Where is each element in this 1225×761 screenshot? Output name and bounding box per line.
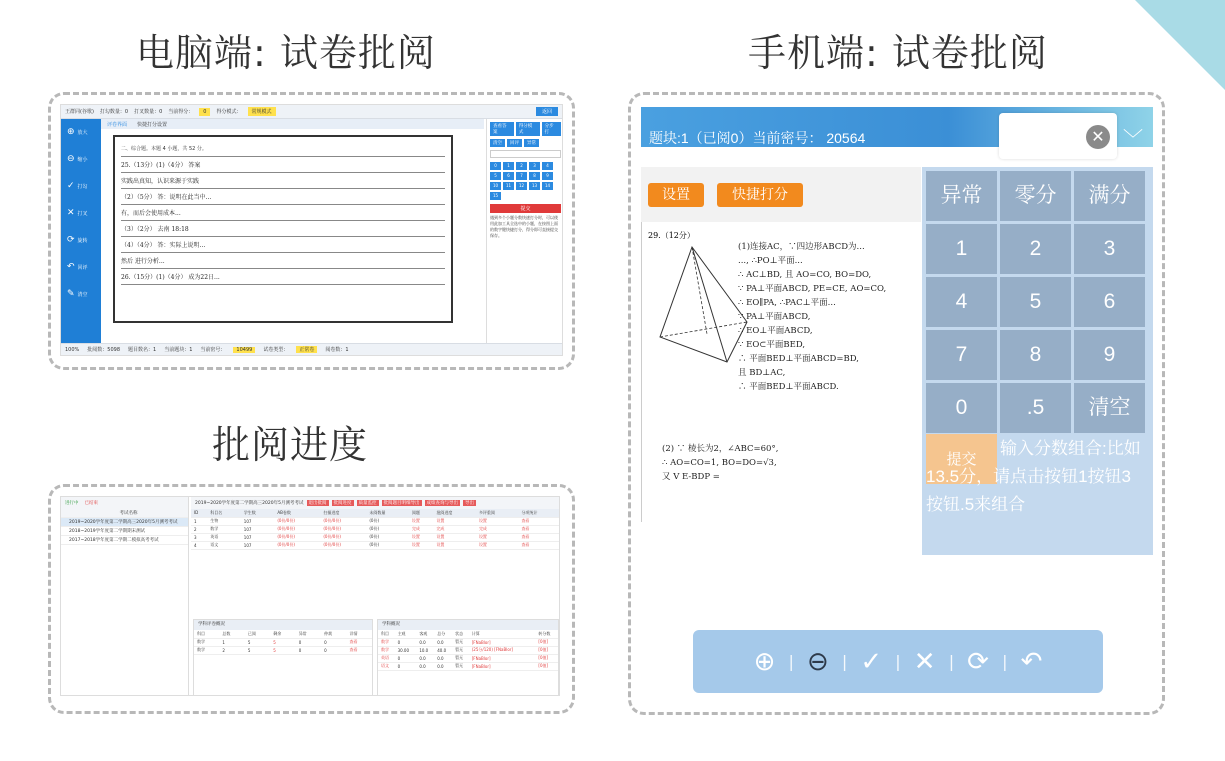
review-tool[interactable] — [61, 254, 101, 281]
exam-item[interactable]: 2017~2018学年度第二学期二模拟高考考试 — [61, 536, 188, 545]
cell: 暂无 — [452, 654, 469, 662]
clear-key[interactable]: 清空 — [1074, 383, 1145, 433]
submit-button[interactable]: 提交 — [490, 204, 561, 213]
handwriting-line: ∴ 平面BED⊥平面ABCD. — [738, 382, 839, 392]
handwriting-area-2 — [662, 442, 778, 484]
tab-quick-score[interactable]: 快捷打分设置 — [137, 121, 168, 128]
exam-list-header: 考试名称 — [61, 509, 188, 518]
cell: 107 — [241, 525, 275, 533]
cell: 0.0 — [416, 638, 434, 646]
handwriting-line: 且 BD⊥AC, — [738, 368, 786, 378]
handwriting-line: (1)连接AC，∵四边形ABCD为... — [738, 242, 865, 252]
rotate-tool[interactable] — [61, 227, 101, 254]
check-label: 打勾 — [77, 184, 88, 190]
handwriting-line: ∴ 平面BED⊥平面ABCD=BD, — [738, 354, 859, 364]
score-key[interactable]: 1 — [503, 162, 514, 170]
table-row — [194, 638, 372, 646]
score-key[interactable]: 10 — [490, 182, 501, 190]
column-header: 学生数 — [241, 509, 275, 517]
exit-grading-button[interactable]: 退出批阅 — [308, 501, 327, 506]
table-row — [191, 541, 560, 549]
progress-title: 批阅进度 — [212, 423, 369, 467]
paper-line: 25.（13分）(1)（4分） 答案 — [121, 157, 445, 173]
export-button[interactable]: 导出 — [465, 501, 474, 506]
zoom-out-label: 缩小 — [77, 157, 88, 163]
cell: 暂无 — [452, 646, 469, 654]
mobile-bottom-toolbar: ⊕ | ⊖ | ✓ | ✕ | ⟳ | ↶ — [693, 630, 1103, 693]
cell: 5 — [245, 638, 270, 646]
cross-icon[interactable]: ✕ — [913, 646, 936, 677]
cell: 0.0 — [416, 654, 434, 662]
view-answer-button[interactable]: 查看答案 — [490, 122, 514, 136]
column-header: 状态 — [452, 630, 469, 638]
cell-link[interactable]: [FNaBlor] — [469, 638, 536, 646]
tab-finished[interactable]: 已结束 — [84, 501, 98, 506]
cell: 0 — [395, 662, 417, 670]
exam-item[interactable]: 2019~2020学年度第二学期高三2020年5月测考考试 — [61, 518, 188, 527]
cell: 40.0 — [434, 646, 452, 654]
score-keypad — [922, 167, 1153, 555]
graded-count: 批阅数：5098 — [87, 347, 121, 353]
pen-icon: ✎ — [67, 289, 75, 299]
cell: 数学 — [207, 525, 241, 533]
handwriting-line: ..., ∴PO⊥平面... — [738, 256, 803, 266]
column-header: 客观 — [416, 630, 434, 638]
desktop-screenshot — [60, 104, 563, 356]
tab-grading[interactable]: 评卷界面 — [107, 121, 128, 128]
handwriting-line: 又 V E-BDP = — [662, 472, 720, 482]
zoom-in-icon: ⊕ — [67, 127, 75, 137]
cell: 5 — [245, 646, 270, 654]
cell: 数学 — [378, 638, 395, 646]
cell: 107 — [241, 541, 275, 549]
column-header: AB卷数 — [274, 509, 320, 517]
column-header: 科目 — [378, 630, 395, 638]
handwriting-line: ∵ PA⊥平面ABCD, — [738, 312, 811, 322]
desktop-topbar — [61, 105, 562, 119]
step-score-button[interactable]: 分步打 — [542, 122, 561, 136]
handwriting-line: ∴ EO⊥平面ABCD, — [738, 326, 813, 336]
score-mode-button[interactable]: 得分模式 — [516, 122, 540, 136]
digit-key-4[interactable]: 4 — [926, 277, 997, 327]
cell: 5 — [270, 638, 295, 646]
column-header: 异常 — [296, 630, 321, 638]
cell-link[interactable]: 设置 — [433, 541, 476, 549]
score-key[interactable]: 15 — [490, 192, 501, 200]
cell-link[interactable]: 设置 — [409, 517, 434, 525]
cell-link[interactable]: [0值] — [535, 654, 558, 662]
chevron-down-icon[interactable]: ﹀ — [1123, 127, 1143, 151]
exam-item[interactable]: 2018~2019学年度第二学期期末测试 — [61, 527, 188, 536]
cross-count: 打叉数量：0 — [134, 109, 163, 115]
column-header: 未阅数量 — [366, 509, 409, 517]
clear-button[interactable]: 清空 — [490, 139, 505, 147]
desktop-statusbar — [61, 343, 563, 355]
check-icon: ✓ — [67, 181, 75, 191]
cell: 0.0 — [416, 662, 434, 670]
question-count: 题目数名：1 — [128, 347, 157, 353]
user-name: 王群同(谷歌) — [65, 109, 94, 115]
cell: 107 — [241, 517, 275, 525]
handwriting-line: ∴ AO=CO=1, BO=DO=√3, — [662, 458, 777, 468]
zoom-level: 100% — [65, 346, 80, 353]
score-key[interactable]: 14 — [542, 182, 553, 190]
score-key[interactable]: 13 — [529, 182, 540, 190]
cell: 107 — [241, 533, 275, 541]
column-header: 扫描进度 — [320, 509, 366, 517]
cell: 1 — [219, 638, 244, 646]
block-info: 题块:1（已阅0）当前密号： 20564 — [649, 130, 866, 146]
cell: (0份/0份) — [320, 525, 366, 533]
cell-link[interactable]: 设置 — [476, 533, 519, 541]
paper-line: （4）（4分） 答：实际上说明... — [121, 237, 445, 253]
cell: 暂无 — [452, 638, 469, 646]
cell: (0份/0份) — [274, 541, 320, 549]
cell-link[interactable]: [0值] — [535, 662, 558, 670]
score-key[interactable]: 7 — [516, 172, 527, 180]
cell: 30.00 — [395, 646, 417, 654]
tab-in-progress[interactable]: 进行中 — [65, 501, 79, 506]
cell-link[interactable]: 设置 — [476, 541, 519, 549]
corner-decoration — [1135, 0, 1225, 90]
score-key[interactable]: 6 — [503, 172, 514, 180]
close-icon[interactable]: ✕ — [1086, 125, 1110, 149]
cell: 1 — [191, 517, 207, 525]
score-key[interactable]: 12 — [516, 182, 527, 190]
paper-line: 实践出真知，认识来源于实践 — [121, 173, 445, 189]
cross-label: 打叉 — [77, 211, 88, 217]
cell-link[interactable]: 设置 — [476, 517, 519, 525]
score-key[interactable]: 4 — [542, 162, 553, 170]
cell: 10.0 — [416, 646, 434, 654]
cell: (0份) — [366, 533, 409, 541]
export-detail-button[interactable]: 批阅题目明细导出 — [383, 501, 420, 506]
column-header: 仲裁 — [321, 630, 346, 638]
back-button[interactable]: 返回 — [536, 107, 558, 116]
column-header: 多评重阅 — [476, 509, 519, 517]
score-key[interactable]: 0 — [490, 162, 501, 170]
zero-score-key[interactable]: 零分 — [1000, 171, 1071, 221]
column-header: 分项统计 — [518, 509, 560, 517]
desktop-answer-sheet[interactable] — [113, 135, 453, 323]
cell: 0 — [296, 646, 321, 654]
quality-button[interactable]: 质量监控 — [358, 501, 377, 506]
digit-key-2[interactable]: 2 — [1000, 224, 1071, 274]
cell: 0.0 — [434, 638, 452, 646]
column-header: 总数 — [219, 630, 244, 638]
cross-tool[interactable] — [61, 200, 101, 227]
rotate-icon: ⟳ — [67, 235, 75, 245]
table-row — [378, 654, 558, 662]
column-header: ID — [191, 509, 207, 517]
question-number: 29.（12分） — [648, 231, 695, 240]
subject-overview-title: 学科评卷概况 — [194, 620, 372, 630]
abnormal-button[interactable]: 异常 — [524, 139, 539, 147]
table-row — [378, 646, 558, 654]
current-code-label: 当前密号： — [200, 347, 226, 353]
cell-link[interactable]: 设置 — [433, 533, 476, 541]
cell-link[interactable]: (25分/120) [FNaBlor] — [469, 646, 536, 654]
cell-link[interactable]: 设置 — [409, 541, 434, 549]
cell-link[interactable]: 完成 — [409, 525, 434, 533]
cell-link[interactable]: 查看 — [518, 541, 560, 549]
table-row — [378, 662, 558, 670]
paper-type-label: 试卷类型： — [263, 347, 289, 353]
zoom-out-icon: ⊖ — [67, 154, 75, 164]
paper-line: （2）（5分） 答：说明在此当中... — [121, 189, 445, 205]
clear-tool[interactable] — [61, 281, 101, 308]
handwriting-line: ∴ EO∥PA, ∴PAC⊥平面... — [738, 298, 836, 308]
digit-key-1[interactable]: 1 — [926, 224, 997, 274]
cell: 0.0 — [434, 662, 452, 670]
cell: (0份/0份) — [274, 533, 320, 541]
cell-link[interactable]: 完成 — [476, 525, 519, 533]
score-query-button[interactable]: 成绩查询与导出 — [426, 501, 458, 506]
cell: 0 — [296, 638, 321, 646]
subjects-table — [191, 509, 560, 550]
rotate-icon[interactable]: ⟳ — [967, 646, 989, 677]
subject-summary-panel — [377, 619, 559, 696]
paper-line: 有，而后会使用成本... — [121, 205, 445, 221]
cross-icon: ✕ — [67, 208, 75, 218]
score-key[interactable]: 3 — [529, 162, 540, 170]
column-header: 总分 — [434, 630, 452, 638]
mobile-title: 手机端: 试卷批阅 — [748, 31, 1048, 75]
cell-link[interactable]: 设置 — [409, 533, 434, 541]
cell-link[interactable]: 查看 — [518, 525, 560, 533]
rotate-label: 旋转 — [77, 238, 88, 244]
digit-key-0[interactable]: 0 — [926, 383, 997, 433]
grading-progress-button[interactable]: 批阅进度 — [333, 501, 352, 506]
column-header: 科目 — [194, 630, 219, 638]
column-header: 批阅进度 — [433, 509, 476, 517]
cell-link[interactable]: 设置 — [433, 517, 476, 525]
score-key[interactable]: 11 — [503, 182, 514, 190]
review-label: 回评 — [77, 265, 88, 271]
cell: 英语 — [378, 654, 395, 662]
cell-link[interactable]: [FNaBlor] — [469, 654, 536, 662]
table-row — [191, 525, 560, 533]
quick-score-button[interactable]: 快捷打分 — [717, 183, 803, 207]
zoom-out-icon[interactable]: ⊖ — [807, 646, 829, 677]
cell: 4 — [191, 541, 207, 549]
digit-key-7[interactable]: 7 — [926, 330, 997, 380]
column-header: 转分数 — [535, 630, 558, 638]
paper-line: 二、综合题。本题 4 小题，共 52 分。 — [121, 141, 445, 157]
column-header: 主观 — [395, 630, 417, 638]
submit-button[interactable]: 提交 — [926, 434, 997, 484]
column-header: 计算 — [469, 630, 536, 638]
digit-key-6[interactable]: 6 — [1074, 277, 1145, 327]
current-score-label: 当前得分： — [168, 109, 194, 115]
cell-link[interactable]: 查看 — [518, 533, 560, 541]
current-block: 当前题块：1 — [164, 347, 193, 353]
paper-line: （3）（2分） 去南 18:18 — [121, 221, 445, 237]
mobile-header — [641, 107, 1153, 151]
cell: (0份) — [366, 525, 409, 533]
cell: 0 — [395, 638, 417, 646]
progress-screenshot — [60, 496, 560, 696]
cell: 数学 — [378, 646, 395, 654]
column-header: 阅题 — [409, 509, 434, 517]
exam-detail-panel — [191, 497, 560, 615]
table-row — [194, 646, 372, 654]
grader-count: 阅卷数：1 — [325, 347, 349, 353]
subject-overview-panel — [193, 619, 373, 696]
digit-key-5[interactable]: 5 — [1000, 277, 1071, 327]
mobile-screenshot — [641, 107, 1153, 697]
cell: 语文 — [207, 541, 241, 549]
cell: (0份/0份) — [320, 533, 366, 541]
code-search-input[interactable] — [999, 113, 1117, 159]
handwriting-line: (2) ∵ 棱长为2，∠ABC=60°, — [662, 444, 779, 454]
cell: 英语 — [207, 533, 241, 541]
desktop-sidebar — [61, 119, 101, 345]
table-row — [191, 517, 560, 525]
desktop-score-panel — [486, 119, 563, 345]
desktop-title: 电脑端: 试卷批阅 — [136, 31, 436, 75]
cell: 数学 — [194, 638, 219, 646]
cell: (0份/0份) — [320, 541, 366, 549]
zoom-in-label: 放大 — [77, 130, 88, 136]
cell-link[interactable]: 查看 — [347, 638, 372, 646]
digit-key-8[interactable]: 8 — [1000, 330, 1071, 380]
handwriting-line: ∵ PA⊥平面ABCD, PE=CE, AO=CO, — [738, 284, 887, 294]
help-note: 遇到多个小题分数快速打分时，可以使用此加工具全选中的小题，在按图上面的数字键快捷打分，得分即可直接提交保存。 — [490, 215, 558, 238]
column-header: 已阅 — [245, 630, 270, 638]
cell: 0 — [321, 638, 346, 646]
score-mode-label: 得分模式： — [216, 109, 242, 115]
score-key[interactable]: 2 — [516, 162, 527, 170]
full-score-key[interactable]: 满分 — [1074, 171, 1145, 221]
handwriting-line: ∴ AC⊥BD, 且 AO=CO, BO=DO, — [738, 270, 872, 280]
settings-button[interactable]: 设置 — [648, 183, 704, 207]
check-tool[interactable] — [61, 173, 101, 200]
cell-link[interactable]: [0值] — [535, 638, 558, 646]
cell-link[interactable]: 查看 — [347, 646, 372, 654]
mobile-answer-sheet[interactable] — [641, 222, 923, 522]
keypad-hint: 输入分数组合:比如13.5分，请点击按钮1按钮3按钮.5来组合 — [926, 439, 1141, 514]
column-header: 科目名 — [207, 509, 241, 517]
mobile-toolbar — [641, 167, 921, 222]
exam-title: 2019~2020学年度第二学期高三2020年5月测考考试 — [195, 501, 304, 506]
cell: 0.0 — [434, 654, 452, 662]
desktop-tabs — [101, 119, 484, 129]
cell: 3 — [191, 533, 207, 541]
cell-link[interactable]: 查看 — [518, 517, 560, 525]
cell: 生物 — [207, 517, 241, 525]
cell: 数学 — [194, 646, 219, 654]
score-key[interactable]: 5 — [490, 172, 501, 180]
cell: (0份) — [366, 541, 409, 549]
cell: 语文 — [378, 662, 395, 670]
cell: (0份/0份) — [274, 517, 320, 525]
cell: (0份) — [366, 517, 409, 525]
cell-link[interactable]: [FNaBlor] — [469, 662, 536, 670]
subject-summary-title: 学科概况 — [378, 620, 558, 630]
cell: 暂无 — [452, 662, 469, 670]
current-score-value: 0 — [199, 108, 210, 116]
paper-line: 然后 进行分析... — [121, 253, 445, 269]
table-row — [378, 638, 558, 646]
clear-label: 清空 — [77, 292, 88, 298]
cell-link[interactable]: 完成 — [433, 525, 476, 533]
cell-link[interactable]: [0值] — [535, 646, 558, 654]
column-header: 剩余 — [270, 630, 295, 638]
cell: 0 — [321, 646, 346, 654]
score-key[interactable]: 8 — [529, 172, 540, 180]
undo-icon[interactable]: ↶ — [1020, 646, 1043, 677]
digit-key-3[interactable]: 3 — [1074, 224, 1145, 274]
zoom-out-tool[interactable] — [61, 146, 101, 173]
pyramid-figure — [652, 242, 752, 372]
exam-list-panel — [61, 497, 189, 696]
check-icon[interactable]: ✓ — [860, 646, 883, 677]
cell: 2 — [191, 525, 207, 533]
cell: (0份/0份) — [320, 517, 366, 525]
review-button[interactable]: 回评 — [507, 139, 522, 147]
digit-key-9[interactable]: 9 — [1074, 330, 1145, 380]
abnormal-key[interactable]: 异常 — [926, 171, 997, 221]
score-input[interactable] — [490, 150, 561, 158]
cell: 2 — [219, 646, 244, 654]
cell: 5 — [270, 646, 295, 654]
half-point-key[interactable]: .5 — [1000, 383, 1071, 433]
current-code-value: 10499 — [233, 347, 255, 353]
column-header: 详情 — [347, 630, 372, 638]
zoom-in-icon[interactable]: ⊕ — [753, 646, 776, 677]
cell: 0 — [395, 654, 417, 662]
cell: (0份/0份) — [274, 525, 320, 533]
check-count: 打勾数量：0 — [99, 109, 129, 115]
paper-line: 26.（15分）(1)（4分） 成为22日... — [121, 269, 445, 285]
paper-type-value: 正常卷 — [296, 346, 317, 353]
zoom-in-tool[interactable] — [61, 119, 101, 146]
score-grid — [490, 162, 561, 200]
score-key[interactable]: 9 — [542, 172, 553, 180]
score-mode-value[interactable]: 常规模式 — [248, 107, 276, 116]
handwriting-area — [738, 240, 918, 394]
table-row — [191, 533, 560, 541]
undo-icon: ↶ — [67, 262, 75, 272]
handwriting-line: ∵ EO⊂平面BED, — [738, 340, 806, 350]
